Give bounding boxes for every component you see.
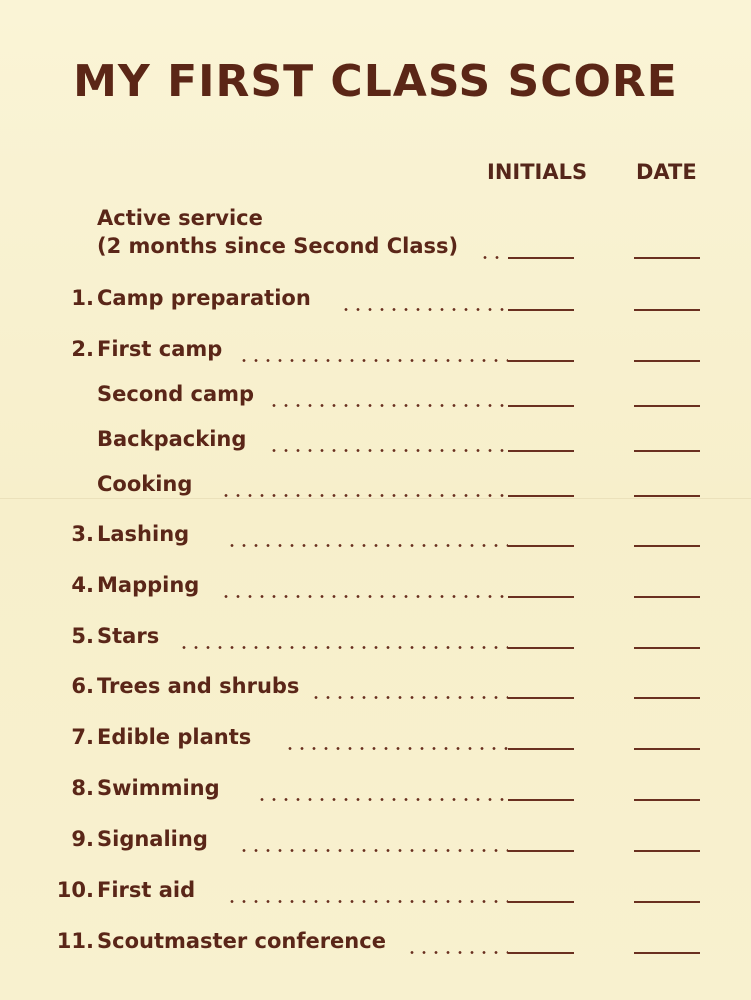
score-row [0, 286, 751, 318]
active-service-row [0, 206, 751, 266]
row-number: 5. [71, 624, 94, 648]
score-row [0, 472, 751, 504]
leader-dots [284, 747, 508, 750]
row-label: Trees and shrubs [97, 674, 300, 698]
initials-line[interactable] [508, 647, 574, 649]
leader-dots [310, 696, 508, 699]
date-line[interactable] [634, 360, 700, 362]
score-row [0, 878, 751, 910]
score-row [0, 674, 751, 706]
leader-dots [220, 595, 508, 598]
initials-line[interactable] [508, 360, 574, 362]
leader-dots [238, 849, 508, 852]
initials-line[interactable] [508, 799, 574, 801]
row-number: 11. [56, 929, 94, 953]
date-line[interactable] [634, 257, 700, 259]
initials-line[interactable] [508, 309, 574, 311]
leader-dots [178, 646, 508, 649]
row-label: Second camp [97, 382, 255, 406]
date-line[interactable] [634, 495, 700, 497]
score-row [0, 382, 751, 414]
leader-dots [220, 494, 508, 497]
score-row [0, 827, 751, 859]
leader-dots [226, 544, 508, 547]
leader-dots [226, 900, 508, 903]
row-number: 4. [71, 573, 94, 597]
date-line[interactable] [634, 596, 700, 598]
leader-dots [238, 359, 508, 362]
initials-line[interactable] [508, 596, 574, 598]
row-number: 6. [71, 674, 94, 698]
initials-line[interactable] [508, 952, 574, 954]
row-label: Cooking [97, 472, 193, 496]
date-line[interactable] [634, 850, 700, 852]
row-number: 3. [71, 522, 94, 546]
leader-dots [268, 449, 508, 452]
score-row [0, 929, 751, 961]
initials-column-header: INITIALS [487, 160, 588, 184]
initials-line[interactable] [508, 257, 574, 259]
date-line[interactable] [634, 799, 700, 801]
initials-line[interactable] [508, 697, 574, 699]
date-line[interactable] [634, 647, 700, 649]
row-label: Mapping [97, 573, 200, 597]
score-row [0, 624, 751, 656]
date-line[interactable] [634, 405, 700, 407]
date-line[interactable] [634, 748, 700, 750]
score-row [0, 725, 751, 757]
score-row [0, 522, 751, 554]
active-service-sublabel: (2 months since Second Class) [97, 234, 459, 258]
leader-dots [268, 404, 508, 407]
leader-dots [479, 256, 507, 259]
row-label: Lashing [97, 522, 190, 546]
date-line[interactable] [634, 697, 700, 699]
page-title: MY FIRST CLASS SCORE [73, 56, 678, 107]
row-label: Edible plants [97, 725, 252, 749]
row-label: Scoutmaster conference [97, 929, 386, 953]
row-label: First aid [97, 878, 196, 902]
date-line[interactable] [634, 545, 700, 547]
score-row [0, 337, 751, 369]
row-number: 1. [71, 286, 94, 310]
row-number: 7. [71, 725, 94, 749]
row-label: Backpacking [97, 427, 247, 451]
leader-dots [406, 951, 508, 954]
row-label: Stars [97, 624, 160, 648]
date-line[interactable] [634, 450, 700, 452]
initials-line[interactable] [508, 748, 574, 750]
row-label: Camp preparation [97, 286, 311, 310]
row-number: 9. [71, 827, 94, 851]
initials-line[interactable] [508, 495, 574, 497]
leader-dots [340, 308, 508, 311]
leader-dots [256, 798, 508, 801]
initials-line[interactable] [508, 405, 574, 407]
row-number: 8. [71, 776, 94, 800]
score-row [0, 427, 751, 459]
score-row [0, 573, 751, 605]
initials-line[interactable] [508, 901, 574, 903]
row-label: Signaling [97, 827, 208, 851]
active-service-label: Active service [97, 206, 263, 230]
row-label: Swimming [97, 776, 220, 800]
date-line[interactable] [634, 901, 700, 903]
row-label: First camp [97, 337, 223, 361]
date-column-header: DATE [636, 160, 697, 184]
row-number: 10. [56, 878, 94, 902]
row-number: 2. [71, 337, 94, 361]
score-row [0, 776, 751, 808]
initials-line[interactable] [508, 545, 574, 547]
initials-line[interactable] [508, 450, 574, 452]
date-line[interactable] [634, 952, 700, 954]
date-line[interactable] [634, 309, 700, 311]
initials-line[interactable] [508, 850, 574, 852]
